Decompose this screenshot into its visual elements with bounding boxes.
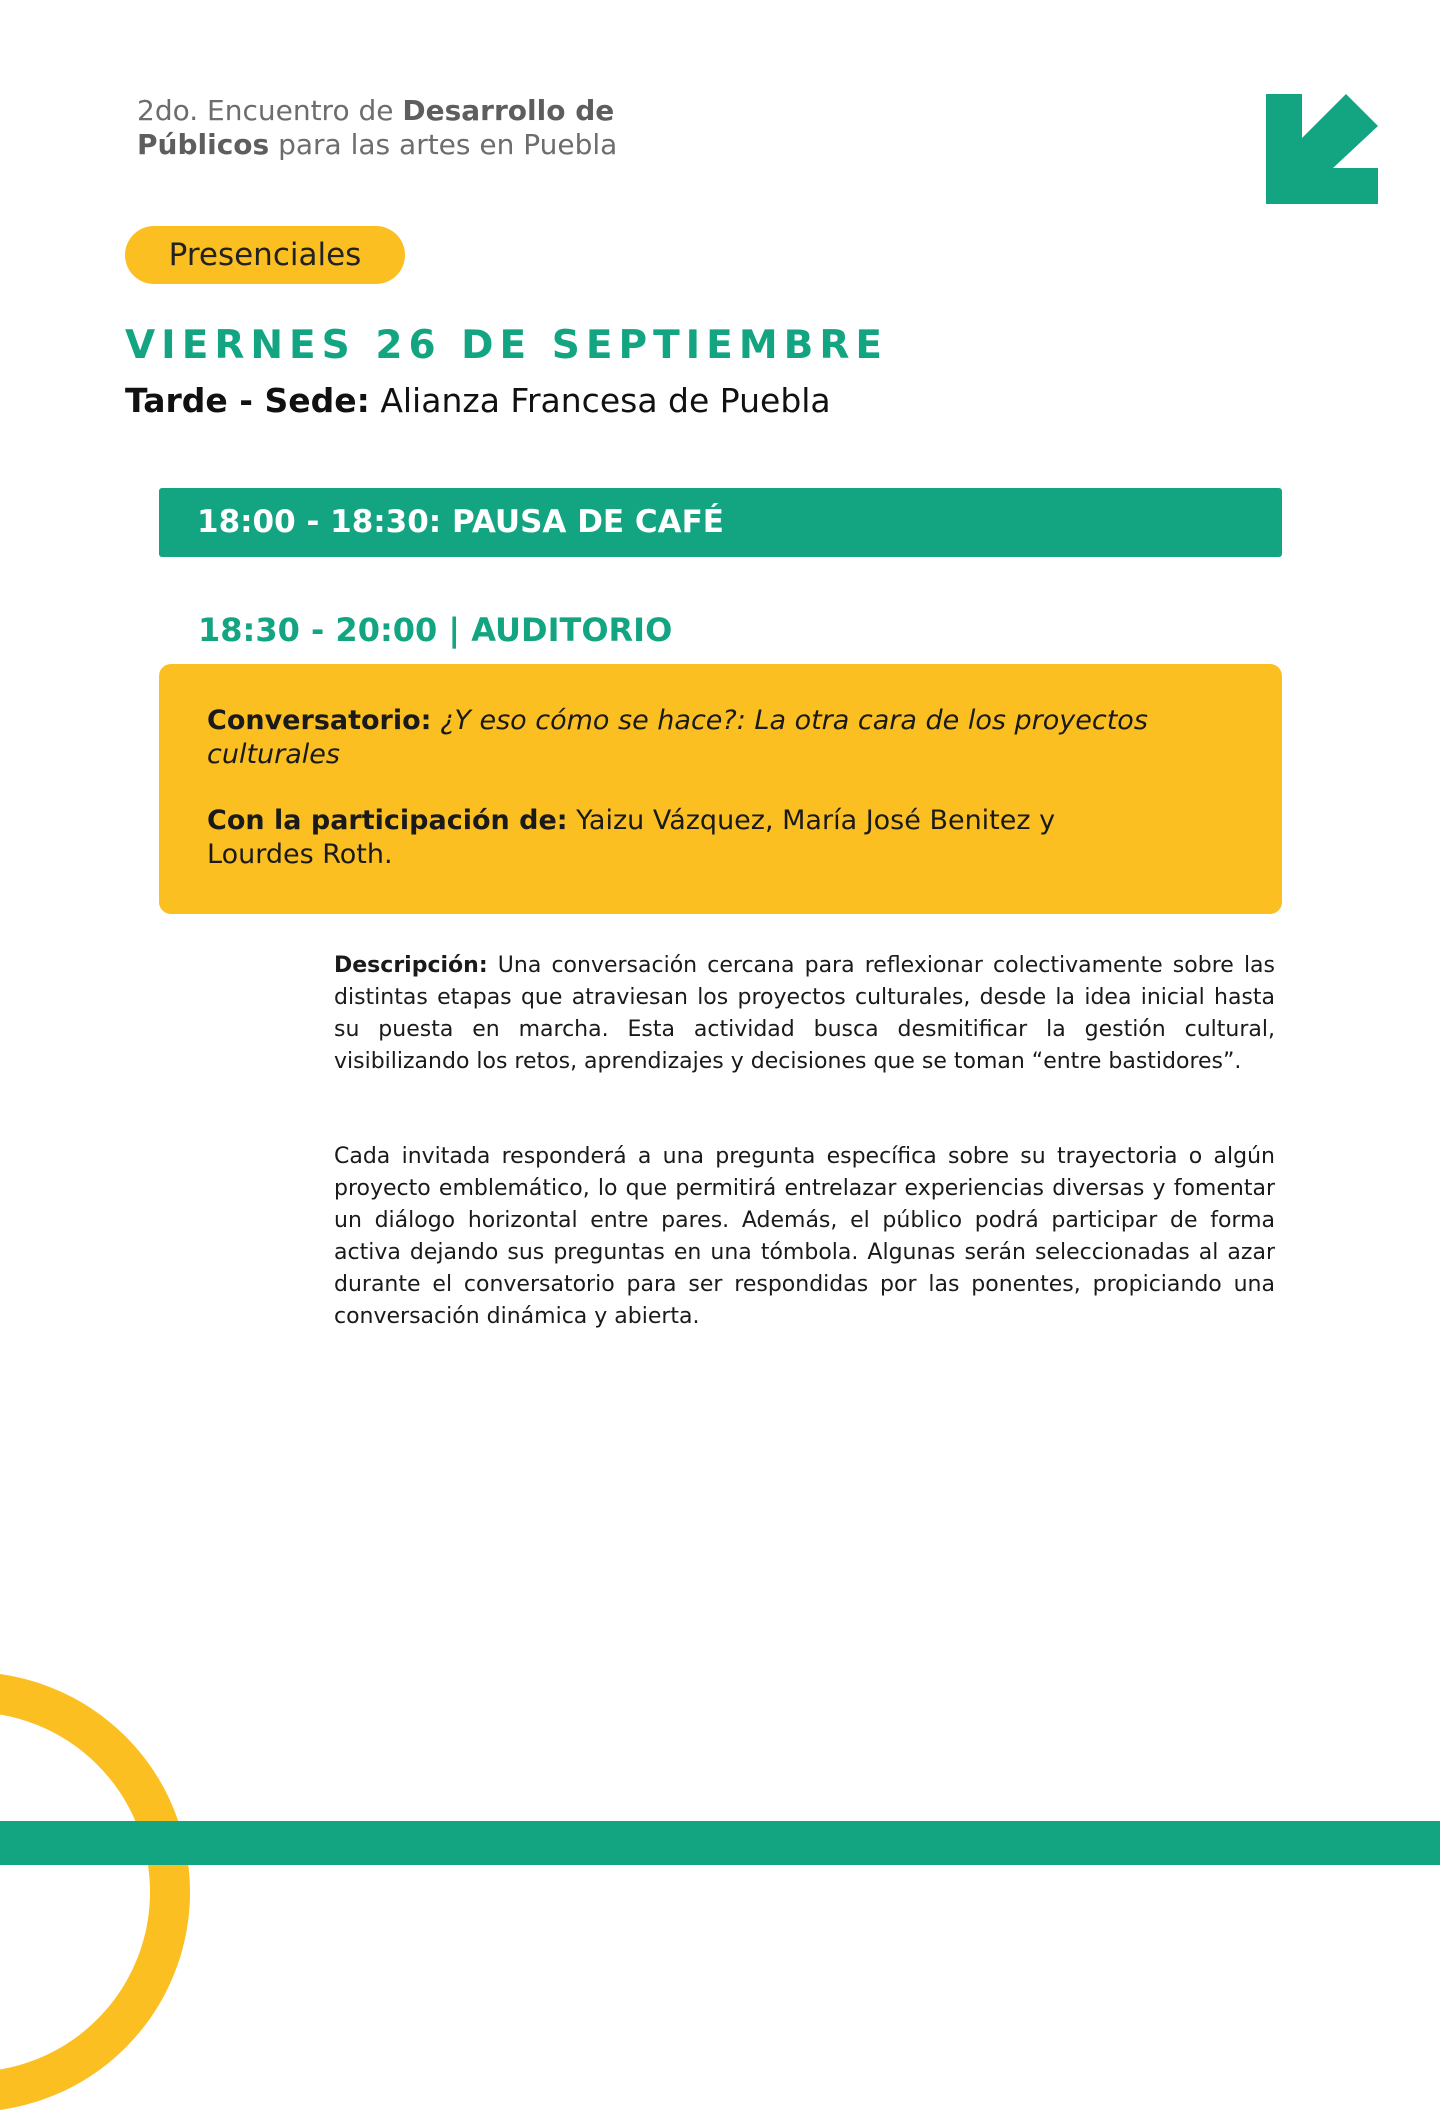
coffee-break-label: 18:00 - 18:30: PAUSA DE CAFÉ — [197, 504, 724, 540]
day-title: VIERNES 26 DE SEPTIEMBRE — [125, 323, 889, 368]
coffee-break-bar — [159, 488, 1282, 557]
session-title — [207, 704, 1167, 772]
event-title-line-2 — [137, 128, 617, 162]
decorative-yellow-arc — [0, 1672, 190, 2112]
event-title-suffix: para las artes en Puebla — [269, 128, 618, 161]
description-paragraph-2: Cada invitada responderá a una pregunta específica sobre su trayectoria o algún proyecto emblemático, lo que permitirá entrelazar experiencias diversas y fomentar un diálogo horizontal entre pares. Además, el público podrá participar de forma activa dejando sus preguntas en una tómbola. Algunas serán seleccionadas al azar durante el conversatorio para ser respondidas por las ponentes, propiciando una conversación dinámica y abierta. — [334, 1144, 1275, 1329]
event-title-prefix: 2do. Encuentro de — [137, 94, 403, 127]
footer-green-band — [0, 1821, 1440, 1865]
session-type-label: Conversatorio: — [207, 705, 432, 736]
venue-name: Alianza Francesa de Puebla — [369, 381, 831, 420]
presenciales-tag: Presenciales — [125, 226, 405, 284]
description-text-1: Una conversación cercana para reflexionar colectivamente sobre las distintas etapas que atraviesan los proyectos culturales, desde la idea inicial hasta su puesta en marcha. Esta actividad busca desmitificar la gestión cultural, visibilizando los retos, aprendizajes y decisiones que se toman “entre bastidores”. — [334, 953, 1275, 1074]
venue-line — [125, 380, 831, 422]
session-time: 18:30 - 20:00 | AUDITORIO — [198, 611, 673, 649]
participants-label: Con la participación de: — [207, 805, 568, 836]
venue-label: Tarde - Sede: — [125, 381, 370, 420]
event-title-line-1 — [137, 94, 614, 128]
description-label: Descripción: — [334, 953, 488, 978]
event-title-bold-2: Públicos — [137, 128, 270, 161]
participants-names: Yaizu Vázquez, María José Benitez y Lourdes Roth. — [207, 805, 1056, 870]
arrow-down-left-icon — [1266, 94, 1378, 204]
session-card — [159, 664, 1282, 914]
session-participants — [207, 804, 1167, 872]
description-paragraph-1 — [334, 950, 1275, 1078]
event-title-bold-1: Desarrollo de — [402, 94, 615, 127]
session-title-text: ¿Y eso cómo se hace?: La otra cara de los proyectos culturales — [207, 705, 1148, 770]
